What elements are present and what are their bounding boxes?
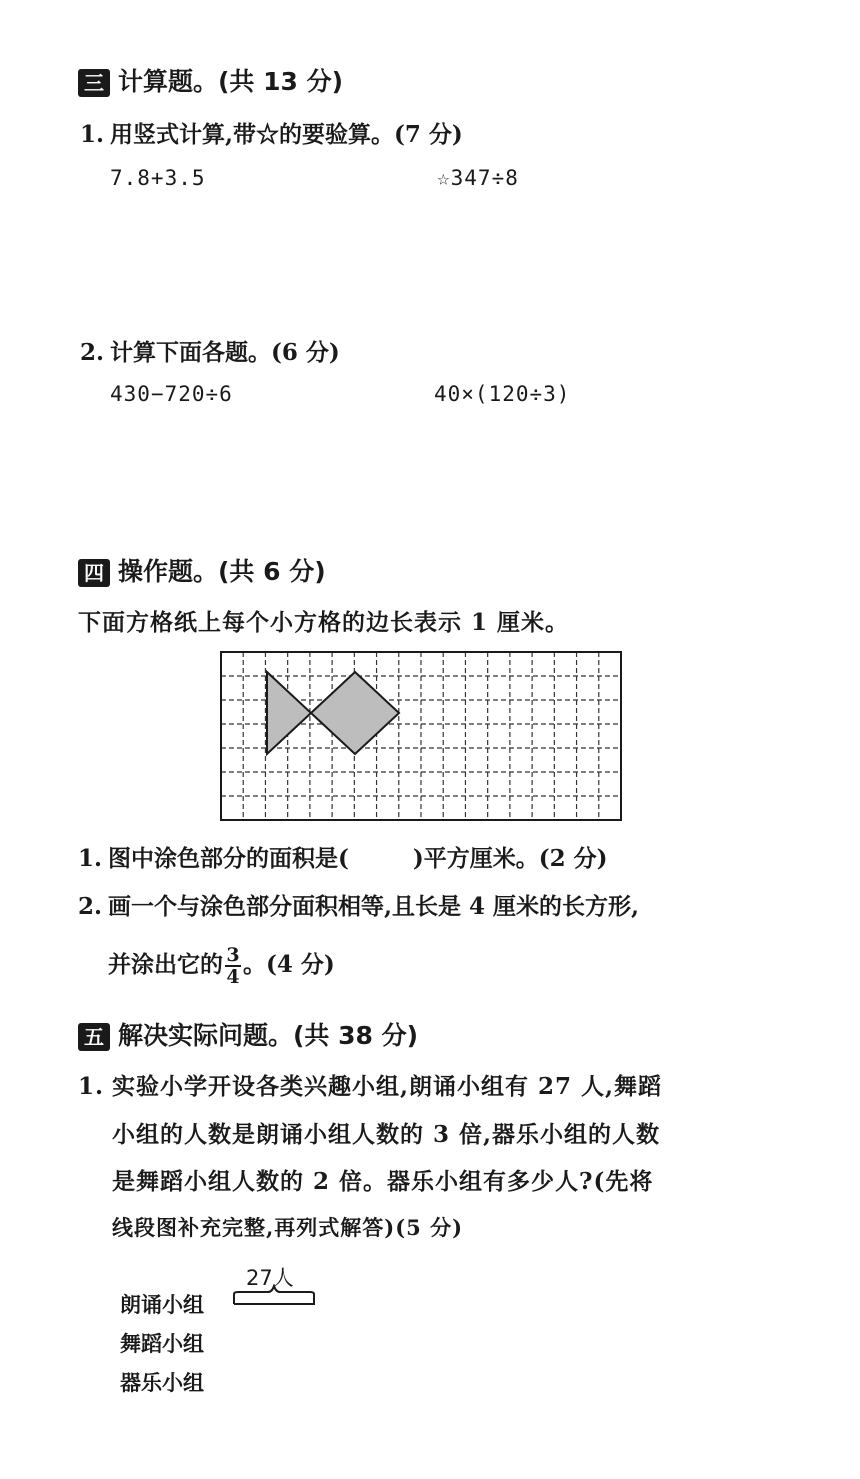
- question-number: 1.: [78, 1073, 105, 1100]
- diagram-label-recitation: 朗诵小组: [120, 1292, 204, 1317]
- question-number: 2.: [80, 339, 105, 366]
- question-text: 用竖式计算,带☆的要验算。(7 分): [110, 121, 463, 148]
- fraction: [225, 945, 241, 987]
- grid-paper: [218, 650, 624, 822]
- question-number: 2.: [78, 893, 103, 920]
- question-text: 画一个与涂色部分面积相等,且长是 4 厘米的长方形,: [108, 893, 640, 920]
- question-3-2: [80, 334, 340, 367]
- diagram-label-dance: 舞蹈小组: [120, 1331, 204, 1356]
- diagram-label-instrument: 器乐小组: [120, 1370, 204, 1395]
- fraction-denominator: 4: [226, 966, 240, 988]
- question-text-before: 图中涂色部分的面积是(: [108, 845, 349, 872]
- question-5-1-line4: 线段图补充完整,再列式解答)(5 分): [112, 1215, 464, 1240]
- question-text-after: )平方厘米。(2 分): [412, 845, 608, 872]
- shaded-square: [311, 672, 399, 754]
- question-number: 1.: [80, 121, 105, 148]
- section-5-header: [78, 1016, 418, 1052]
- shaded-triangle: [267, 672, 311, 754]
- section-3-header: [78, 62, 343, 98]
- question-number: 1.: [78, 845, 103, 872]
- brace: [232, 1284, 316, 1306]
- expression-3-2-a: 430−720÷6: [110, 382, 233, 406]
- expression-3-1-b: ☆347÷8: [437, 166, 519, 190]
- question-3-1: [80, 116, 463, 149]
- section-4-badge: 四: [78, 559, 110, 587]
- section-5-badge: 五: [78, 1023, 110, 1051]
- expression-3-2-b: 40×(120÷3): [434, 382, 571, 406]
- question-4-2-line2: [108, 945, 335, 987]
- section-4-header: [78, 552, 326, 588]
- section-4-intro: 下面方格纸上每个小方格的边长表示 1 厘米。: [78, 609, 570, 636]
- section-4-title: 操作题。(共 6 分): [118, 557, 326, 586]
- brace-label: 27人: [246, 1266, 294, 1290]
- expression-3-1-a: 7.8+3.5: [110, 166, 206, 190]
- question-text-after: 。(4 分): [243, 951, 335, 978]
- question-text: 计算下面各题。(6 分): [110, 339, 340, 366]
- question-5-1-line1: [78, 1068, 662, 1101]
- question-5-1-line3: 是舞蹈小组人数的 2 倍。器乐小组有多少人?(先将: [112, 1168, 654, 1195]
- question-text: 实验小学开设各类兴趣小组,朗诵小组有 27 人,舞蹈: [112, 1073, 663, 1100]
- question-text-before: 并涂出它的: [108, 951, 223, 978]
- question-5-1-line2: 小组的人数是朗诵小组人数的 3 倍,器乐小组的人数: [112, 1121, 661, 1148]
- question-4-2: [78, 888, 639, 921]
- question-4-1: [78, 840, 608, 873]
- section-3-badge: 三: [78, 69, 110, 97]
- section-5-title: 解决实际问题。(共 38 分): [118, 1021, 419, 1050]
- fraction-numerator: 3: [226, 944, 240, 966]
- section-3-title: 计算题。(共 13 分): [118, 67, 344, 96]
